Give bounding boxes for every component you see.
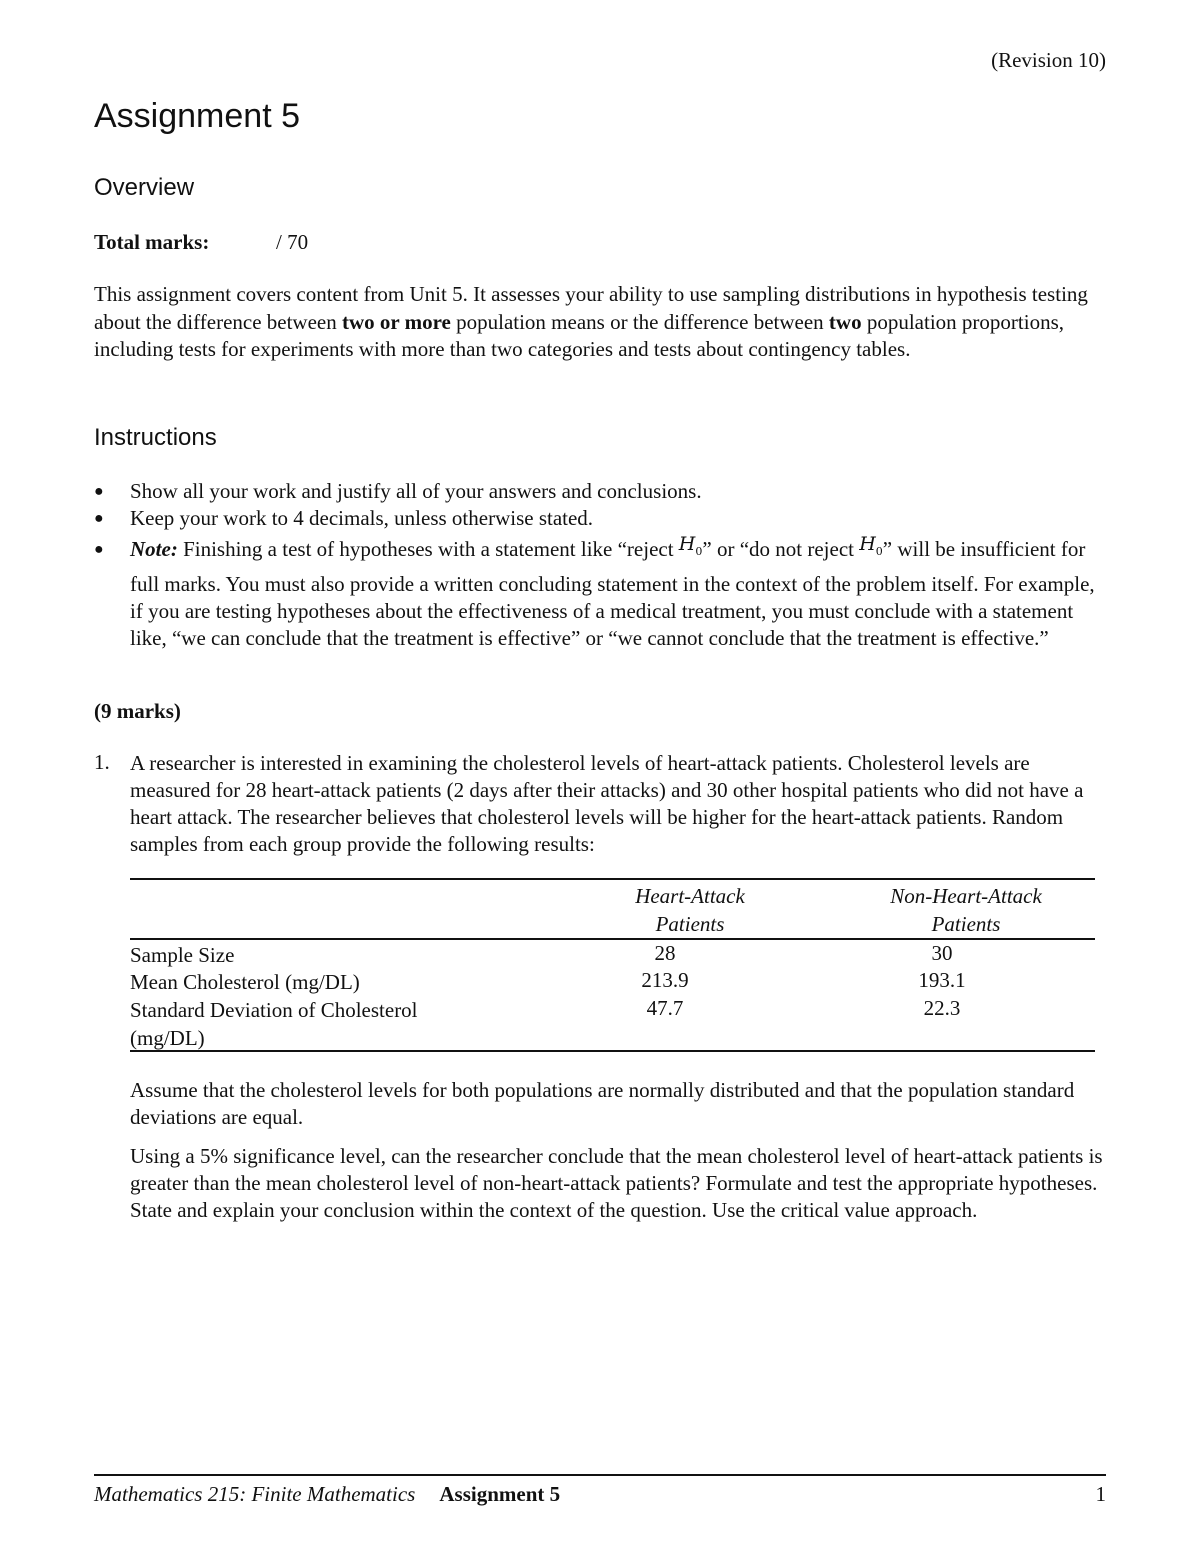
- revision-label: (Revision 10): [991, 48, 1106, 72]
- h0-subscript: 0: [875, 544, 883, 558]
- intro-bold-2: two: [828, 309, 862, 334]
- header-line: Patients: [655, 912, 725, 936]
- note-text-1: Finishing a test of hypotheses with a statement like “reject: [177, 537, 679, 561]
- note-text-2: ” or “do not reject: [702, 537, 860, 561]
- header-line: Patients: [931, 912, 1001, 936]
- h0-letter: H: [859, 533, 876, 555]
- using-paragraph: Using a 5% significance level, can the researcher conclude that the mean cholesterol level of heart-attack patients is greater than the mean cholesterol level of non-heart-attack patients? Formulate and test the appropriate hypotheses. State and explain your conclusion within the context of the question. Use the critical value approach.: [130, 1144, 1103, 1222]
- h0-letter: H: [678, 533, 696, 555]
- h0-symbol: [859, 533, 883, 558]
- list-item: [94, 533, 1106, 652]
- total-marks-value: / 70: [276, 230, 309, 254]
- footer: [94, 1482, 1106, 1507]
- question-text: A researcher is interested in examining the cholesterol levels of heart-attack patients. Cholesterol levels are measured for 28 heart-attack patients (2 days after their attacks) and 30 other hospital patients who did not have a heart attack. The researcher believes that cholesterol levels will be higher for the heart-attack patients. Random samples from each group provide the following results:: [130, 751, 1084, 856]
- table-row-label: Sample Size: [130, 943, 235, 967]
- bullet-icon: ●: [94, 483, 104, 500]
- footer-rule: [94, 1474, 1106, 1476]
- question-marks: (9 marks): [94, 699, 181, 723]
- table-header-heart-attack: [580, 882, 800, 938]
- table-row-label: Mean Cholesterol (mg/DL): [130, 970, 360, 994]
- table-header-non-heart-attack: [856, 882, 1076, 938]
- table-row-label: Standard Deviation of Cholesterol (mg/DL): [130, 998, 418, 1050]
- intro-text-3: population proportions, including tests for experiments with more than two categories and tests about contingency tables.: [94, 309, 1064, 361]
- list-item: [94, 505, 1106, 532]
- assume-paragraph: Assume that the cholesterol levels for both populations are normally distributed and that the population standard deviations are equal.: [130, 1078, 1075, 1129]
- bullet-text: Show all your work and justify all of your answers and conclusions.: [130, 479, 702, 503]
- instructions-list: [94, 478, 1106, 652]
- total-marks: [94, 230, 308, 255]
- table-cell: 213.9: [641, 968, 689, 992]
- note-label: Note:: [130, 537, 178, 561]
- bullet-text: Keep your work to 4 decimals, unless otherwise stated.: [130, 506, 594, 530]
- overview-heading: Overview: [94, 174, 195, 201]
- intro-text-1: This assignment covers content from Unit 5. It assesses your ability to use sampling distributions in hypothesis testing about the difference between: [94, 282, 1088, 334]
- total-marks-label: Total marks:: [94, 230, 210, 254]
- footer-assignment: Assignment 5: [439, 1482, 561, 1506]
- note-text-3: ” will be insufficient for full marks. You must also provide a written concluding statement in the context of the problem itself. For example, if you are testing hypotheses about the effectiveness of a medical treatment, you must conclude with a statement like, “we can conclude that the treatment is effective” or “we cannot conclude that the treatment is effective.”: [130, 537, 1095, 650]
- list-item: [94, 478, 1106, 505]
- instructions-heading: Instructions: [94, 424, 217, 451]
- table-cell: 30: [931, 941, 953, 965]
- intro-paragraph: [94, 281, 1106, 364]
- table-rule-top: [130, 878, 1095, 880]
- page-title: Assignment 5: [94, 97, 300, 135]
- intro-bold-1: two or more: [342, 309, 451, 334]
- header-line: Non-Heart-Attack: [890, 884, 1042, 908]
- table-rule-mid: [130, 938, 1095, 940]
- bullet-icon: ●: [94, 510, 104, 527]
- footer-course: Mathematics 215: Finite Mathematics: [94, 1482, 416, 1506]
- table-cell: 47.7: [646, 996, 684, 1020]
- table-rule-bottom: [130, 1050, 1095, 1052]
- page-number: 1: [1095, 1482, 1106, 1506]
- intro-text-2: population means or the difference between: [450, 309, 829, 334]
- header-line: Heart-Attack: [635, 884, 745, 908]
- h0-symbol: [678, 533, 703, 558]
- table-cell: 28: [654, 941, 676, 965]
- table-cell: 193.1: [918, 968, 966, 992]
- table-cell: 22.3: [923, 996, 961, 1020]
- h0-subscript: 0: [695, 544, 703, 558]
- bullet-icon: ●: [94, 541, 104, 558]
- question-number: 1.: [94, 750, 110, 774]
